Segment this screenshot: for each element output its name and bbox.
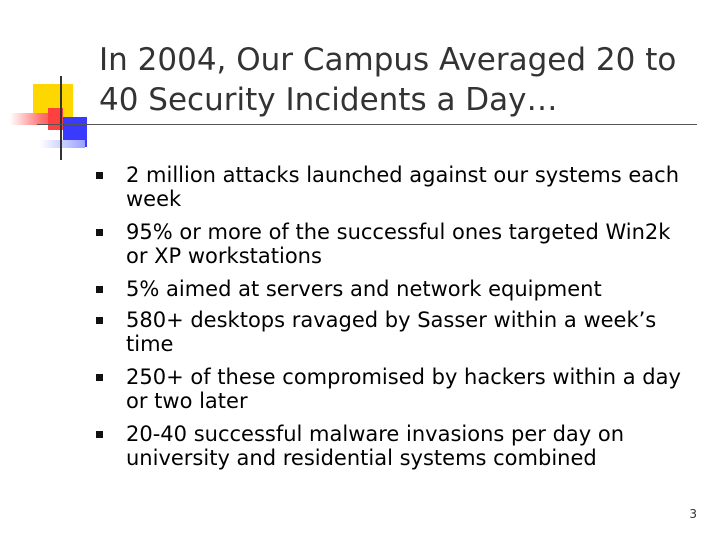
- bullet-item: [96, 422, 696, 470]
- bullet-text: 2 million attacks launched against our systems each week: [126, 163, 680, 211]
- slide-title-line-2: 40 Security Incidents a Day…: [99, 82, 558, 118]
- bullet-item: [96, 163, 696, 211]
- page-number: 3: [689, 507, 697, 521]
- bullet-list: [96, 163, 696, 470]
- slide-title-line-1: In 2004, Our Campus Averaged 20 to: [99, 42, 677, 78]
- bullet-text: 250+ of these compromised by hackers within a day or two later: [126, 365, 681, 413]
- bullet-item: [96, 277, 696, 301]
- decorative-blue-gradient-bar: [40, 140, 85, 148]
- square-bullet-icon: [96, 277, 126, 301]
- title-underline-rule: [37, 124, 697, 125]
- square-bullet-icon: [96, 422, 126, 470]
- square-bullet-icon: [96, 365, 126, 413]
- square-bullet-icon: [96, 220, 126, 268]
- bullet-text: 580+ desktops ravaged by Sasser within a week’s time: [126, 308, 657, 356]
- decorative-vertical-rule: [60, 76, 62, 160]
- bullet-text: 5% aimed at servers and network equipment: [126, 277, 602, 301]
- bullet-item: [96, 308, 696, 356]
- bullet-item: [96, 220, 696, 268]
- bullet-text: 20-40 successful malware invasions per day on university and residential systems combined: [126, 422, 625, 470]
- square-bullet-icon: [96, 163, 126, 211]
- slide-title: [99, 40, 699, 120]
- bullet-text: 95% or more of the successful ones targeted Win2k or XP workstations: [126, 220, 671, 268]
- square-bullet-icon: [96, 308, 126, 356]
- bullet-item: [96, 365, 696, 413]
